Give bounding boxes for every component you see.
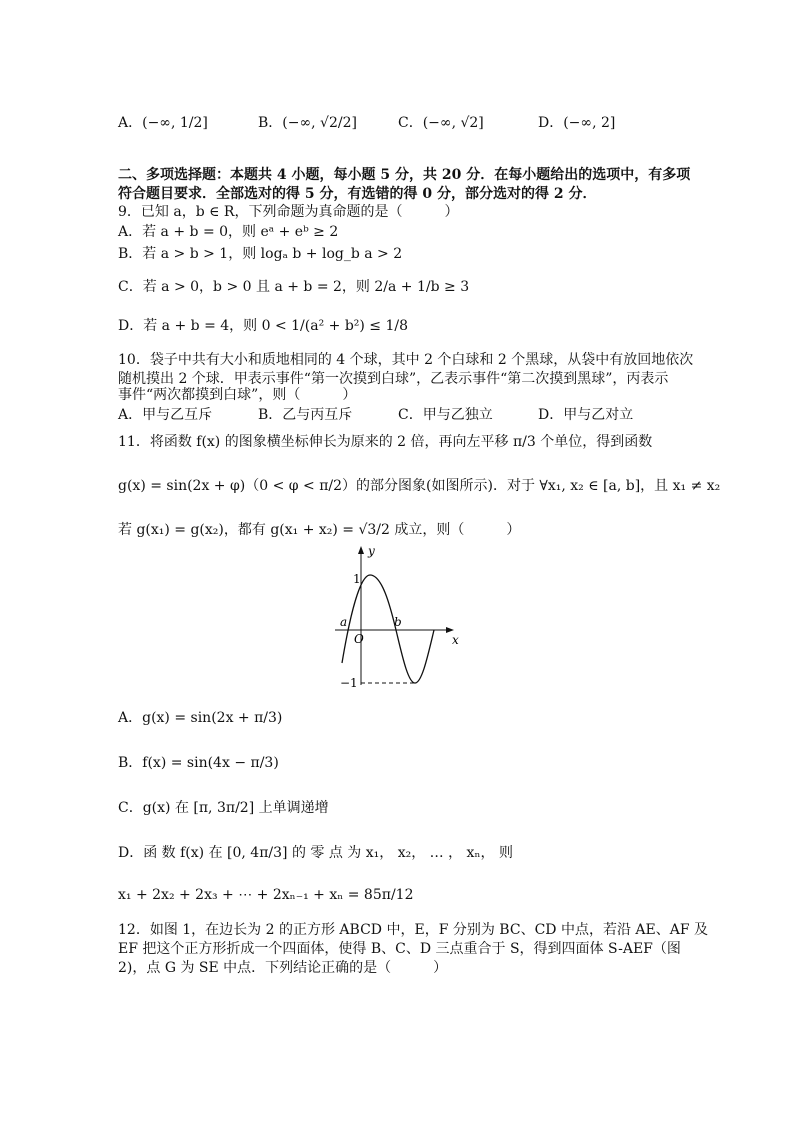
q12-line1: 12．如图 1，在边长为 2 的正方形 ABCD 中，E，F 分别为 BC、CD 中点，若沿 AE、AF 及 [118, 922, 709, 938]
q10-line1: 10．袋子中共有大小和质地相同的 4 个球，其中 2 个白球和 2 个黑球，从袋中有放回地依次 [118, 352, 694, 368]
q10-line3: 事件“两次都摸到白球”，则（ ） [118, 387, 357, 403]
q9-option-c: C．若 a > 0，b > 0 且 a + b = 2，则 2/a + 1/b ≥ 3 [118, 279, 470, 295]
q10-option-d: D．甲与乙对立 [538, 407, 634, 423]
point-a-label: a [340, 615, 348, 629]
q10-line2: 随机摸出 2 个球．甲表示事件“第一次摸到白球”，乙表示事件“第二次摸到黑球”，丙表示 [118, 371, 669, 387]
sine-graph [330, 545, 470, 695]
q11-option-d-line1: D．函 数 f(x) 在 [0, 4π/3] 的 零 点 为 x₁， x₂， … ， xₙ， 则 [118, 845, 513, 861]
y-axis-arrow [358, 546, 364, 554]
section-header-line2: 符合题目要求．全部选对的得 5 分，有选错的得 0 分，部分选对的得 2 分． [118, 186, 597, 202]
q9-option-a: A．若 a + b = 0，则 eᵃ + eᵇ ≥ 2 [118, 224, 339, 240]
q10-option-c: C．甲与乙独立 [398, 407, 493, 423]
q12-line3: 2)，点 G 为 SE 中点．下列结论正确的是（ ） [118, 960, 448, 976]
q8-option-d: D．(−∞, 2] [538, 115, 616, 131]
q11-line1: 11．将函数 f(x) 的图象横坐标伸长为原来的 2 倍，再向左平移 π/3 个单位，得到函数 [118, 434, 653, 450]
section-header-line1: 二、多项选择题：本题共 4 小题，每小题 5 分，共 20 分．在每小题给出的选项中，有多项 [118, 167, 691, 183]
q9-option-d: D．若 a + b = 4，则 0 < 1/(a² + b²) ≤ 1/8 [118, 318, 409, 334]
q8-option-c: C．(−∞, √2] [398, 115, 484, 131]
q11-option-d-line2: x₁ + 2x₂ + 2x₃ + ⋯ + 2xₙ₋₁ + xₙ = 85π/12 [118, 887, 414, 903]
sine-curve [342, 575, 434, 683]
tick-one-label: 1 [353, 572, 361, 586]
q11-option-b: B．f(x) = sin(4x − π/3) [118, 755, 279, 771]
origin-label: O [354, 632, 364, 646]
q8-option-a: A．(−∞, 1/2] [118, 115, 208, 131]
q11-line2: g(x) = sin(2x + φ)（0 < φ < π/2）的部分图象(如图所示)．对于 ∀x₁, x₂ ∈ [a, b]，且 x₁ ≠ x₂ [118, 478, 721, 494]
q10-option-a: A．甲与乙互斥 [118, 407, 213, 423]
tick-neg-one-label: −1 [340, 676, 358, 690]
point-b-label: b [394, 615, 402, 629]
y-axis-label: y [368, 544, 375, 558]
q11-option-a: A．g(x) = sin(2x + π/3) [118, 710, 283, 726]
q9-option-b: B．若 a > b > 1，则 logₐ b + log_b a > 2 [118, 246, 403, 262]
q10-option-b: B．乙与丙互斥 [258, 407, 353, 423]
q11-option-c: C．g(x) 在 [π, 3π/2] 上单调递增 [118, 800, 329, 816]
q9-stem: 9．已知 a，b ∈ R，下列命题为真命题的是（ ） [118, 204, 459, 220]
q12-line2: EF 把这个正方形折成一个四面体，使得 B、C、D 三点重合于 S，得到四面体 S-AEF（图 [118, 941, 681, 957]
q11-line3: 若 g(x₁) = g(x₂)，都有 g(x₁ + x₂) = √3/2 成立，则（ ） [118, 522, 521, 538]
q8-option-b: B．(−∞, √2/2] [258, 115, 357, 131]
x-axis-label: x [452, 633, 459, 647]
